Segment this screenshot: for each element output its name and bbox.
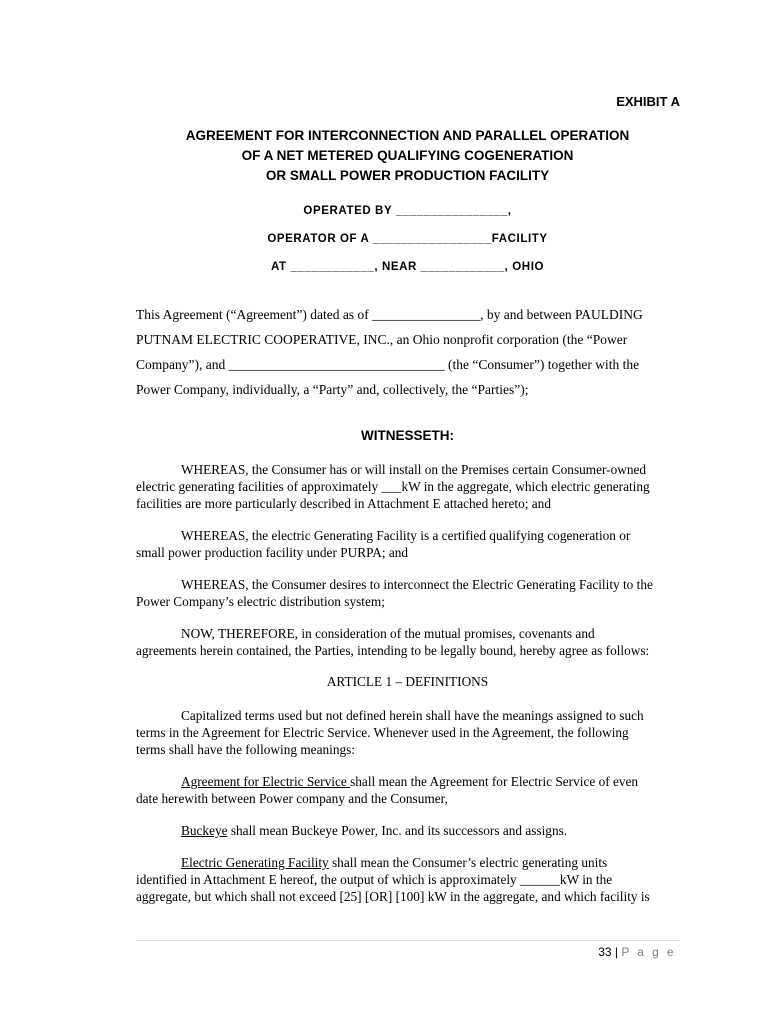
operated-by-line: OPERATED BY ________________,: [303, 205, 512, 217]
def-buckeye-term: Buckeye: [181, 823, 228, 838]
now-therefore-line-2: agreements herein contained, the Parties, intending to be legally bound, hereby agree as follows:: [136, 643, 650, 658]
def-egf-term: Electric Generating Facility: [181, 855, 329, 870]
def-agreement-line-2: date herewith between Power company and the Consumer,: [136, 791, 448, 806]
capitalized-line-2: terms in the Agreement for Electric Service. Whenever used in the Agreement, the following: [136, 725, 629, 740]
intro-line-1: This Agreement (“Agreement”) dated as of ________________, by and between PAULDING: [136, 307, 643, 322]
title-line-3: OR SMALL POWER PRODUCTION FACILITY: [265, 168, 550, 183]
whereas-3-line-2: Power Company’s electric distribution system;: [136, 594, 385, 609]
def-egf-line-1: [181, 854, 607, 871]
whereas-2-line-1: WHEREAS, the electric Generating Facility is a certified qualifying cogeneration or: [181, 528, 631, 543]
location-line: AT ____________, NEAR ____________, OHIO: [270, 261, 545, 273]
capitalized-line-1: Capitalized terms used but not defined herein shall have the meanings assigned to such: [181, 708, 644, 723]
footer-divider: [136, 940, 680, 941]
page-word: P a g e: [621, 945, 676, 959]
article-1-heading: ARTICLE 1 – DEFINITIONS: [326, 674, 489, 689]
def-agreement-line-1: [181, 773, 638, 790]
footer-separator: |: [614, 945, 619, 959]
page-number: 33: [598, 945, 612, 959]
now-therefore-line-1: NOW, THEREFORE, in consideration of the mutual promises, covenants and: [181, 626, 595, 641]
whereas-2-line-2: small power production facility under PURPA; and: [136, 545, 409, 560]
title-line-1: AGREEMENT FOR INTERCONNECTION AND PARALLEL OPERATION: [185, 128, 630, 143]
intro-line-4: Power Company, individually, a “Party” and, collectively, the “Parties”);: [136, 382, 529, 397]
def-buckeye-text: shall mean Buckeye Power, Inc. and its successors and assigns.: [227, 823, 568, 838]
witnesseth-heading: WITNESSETH:: [361, 428, 454, 443]
exhibit-label: EXHIBIT A: [616, 94, 680, 109]
intro-line-3: Company”), and ________________________________ (the “Consumer”) together with the: [136, 357, 640, 372]
whereas-3-line-1: WHEREAS, the Consumer desires to interconnect the Electric Generating Facility to the: [181, 577, 653, 592]
operator-of-line: OPERATOR OF A _________________FACILITY: [267, 233, 548, 245]
def-egf-text: shall mean the Consumer’s electric generating units: [328, 855, 608, 870]
whereas-1-line-1: WHEREAS, the Consumer has or will install on the Premises certain Consumer-owned: [181, 462, 647, 477]
page-footer: [598, 945, 676, 959]
def-egf-line-2: identified in Attachment E hereof, the output of which is approximately ______kW in the: [136, 872, 613, 887]
def-buckeye-line: [181, 822, 567, 839]
whereas-1-line-2: electric generating facilities of approximately ___kW in the aggregate, which electric generating: [136, 479, 650, 494]
def-agreement-term: Agreement for Electric Service: [181, 774, 351, 789]
whereas-1-line-3: facilities are more particularly described in Attachment E attached hereto; and: [136, 496, 551, 511]
def-agreement-text: shall mean the Agreement for Electric Service of even: [350, 774, 639, 789]
def-egf-line-3: aggregate, but which shall not exceed [25] [OR] [100] kW in the aggregate, and which facility is: [136, 889, 650, 904]
title-line-2: OF A NET METERED QUALIFYING COGENERATION: [241, 148, 574, 163]
capitalized-line-3: terms shall have the following meanings:: [136, 742, 355, 757]
intro-line-2: PUTNAM ELECTRIC COOPERATIVE, INC., an Ohio nonprofit corporation (the “Power: [136, 332, 628, 347]
